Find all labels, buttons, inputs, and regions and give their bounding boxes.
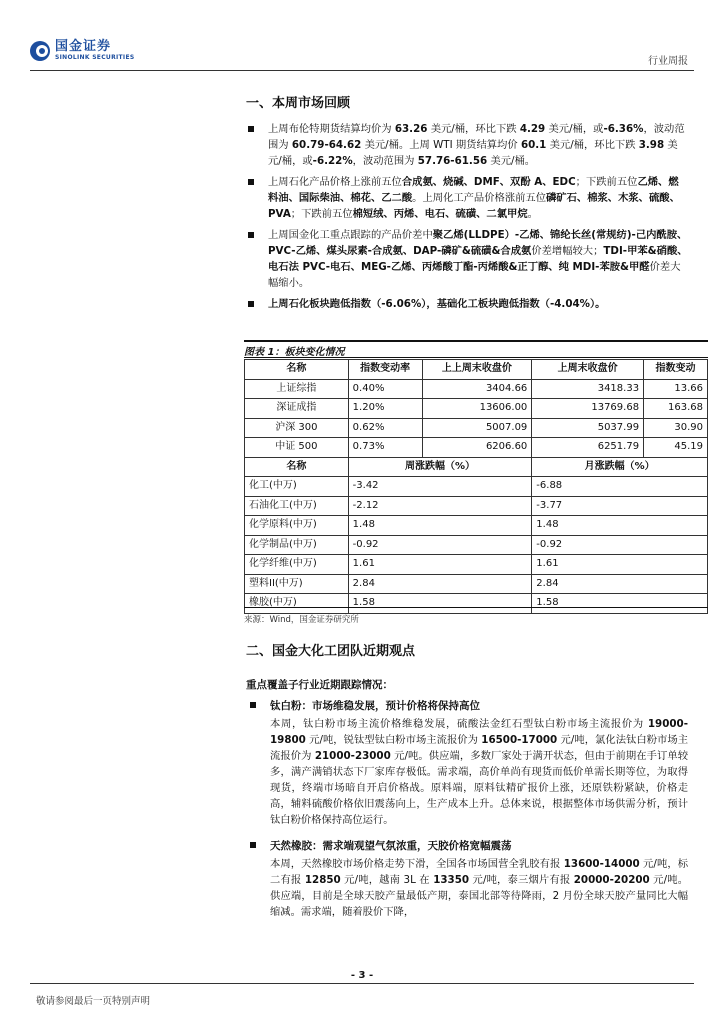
bullet-text-run: ；下跌前五位 (290, 208, 353, 220)
logo-icon (30, 41, 50, 61)
table-row (245, 399, 708, 419)
bullet-text-run: 3.98 (638, 139, 665, 151)
header-divider (30, 70, 694, 71)
item1-text-run: 本周，钛白粉市场主流价格维稳发展，硫酸法金红石型钛白粉市场主流报价为 (270, 718, 648, 730)
table-cell: -2.12 (348, 496, 532, 516)
logo-cn-text: 国金证券 (55, 39, 112, 54)
table-cell: 中证 500 (245, 438, 349, 458)
bullet-text-run: 美元/桶，或 (545, 123, 604, 135)
table-cell: -3.42 (348, 477, 532, 497)
item2-text-run: 13600-14000 (563, 858, 640, 870)
table-row (245, 360, 708, 380)
table-row (245, 516, 708, 536)
bullet-text-run: -6.36% (603, 123, 644, 135)
table-cell: 13.66 (644, 379, 708, 399)
bullet-text-run: 美元/桶，环比下跌 (427, 123, 520, 135)
footer-divider (30, 983, 694, 984)
bullet-text-run: 63.26 (394, 123, 428, 135)
table-cell: 塑料II(中万) (245, 574, 349, 594)
table-header-cell: 月涨跌幅（%） (532, 457, 708, 477)
table-cell: 6206.60 (422, 438, 532, 458)
item1-text-run: 元/吨。供应端，多数厂家处于满开状态，但由于前期在手订单较多，满产满销状态下厂家库存极低。需求端，高价单尚有现货而低价单需长期等位，为取得现货，终端市场暗自开启价格战。原料端，原料钛精矿报价上涨，还原铁粉紧缺，价格走高，辅料硫酸价格依旧震荡向上，生产成本上升。总体来说，根据整体市场供需分析，预计钛白粉价格保持高位运行。 (270, 750, 688, 826)
item2-text-run: 13350 (433, 874, 470, 886)
table-row (245, 594, 708, 614)
table-cell: 上证综指 (245, 379, 349, 399)
bullet-text-run: 美元/桶。上周 WTI 期货结算均价 (361, 139, 521, 151)
logo-en-text: SINOLINK SECURITIES (55, 54, 135, 61)
table-cell: 1.58 (532, 594, 708, 614)
table-cell: -3.77 (532, 496, 708, 516)
table-cell: 163.68 (644, 399, 708, 419)
table-cell: -0.92 (348, 535, 532, 555)
section1-bullet (244, 227, 688, 291)
table-cell: 13606.00 (422, 399, 532, 419)
bullet-text-run: 价差大幅缩小。 (268, 261, 681, 289)
table-cell: 5007.09 (422, 418, 532, 438)
source-divider (244, 607, 708, 608)
table-row (245, 555, 708, 575)
table1-title: 图表 1：板块变化情况 (244, 340, 708, 358)
table-row (245, 574, 708, 594)
table-cell: 0.73% (348, 438, 422, 458)
table-cell: 5037.99 (532, 418, 644, 438)
table1-source: 来源：Wind，国金证券研究所 (244, 615, 359, 625)
table-header-cell: 指数变动率 (348, 360, 422, 380)
table-cell: 沪深 300 (245, 418, 349, 438)
section1-bullet (244, 296, 688, 312)
table-header-cell: 周涨跌幅（%） (348, 457, 532, 477)
item2-text-run: 元/吨，泰三烟片有报 (469, 874, 574, 886)
bullet-text-run: 60.1 (520, 139, 547, 151)
table-header-cell: 上周末收盘价 (532, 360, 644, 380)
item1-text-run: 元/吨，锐钛型钛白粉市场主流报价为 (305, 734, 482, 746)
item1-text-run: 19000-19800 (270, 718, 688, 746)
table-cell: 1.58 (348, 594, 532, 614)
item2-text-run: 元/吨，标二有报 (270, 858, 688, 886)
report-type: 行业周报 (648, 56, 688, 67)
bullet-text-run: 美元/桶，或 (268, 139, 678, 167)
table-cell: 3418.33 (532, 379, 644, 399)
table-header-cell: 名称 (245, 360, 349, 380)
item1-text-run: 元/吨，氯化法钛白粉市场主流报价为 (270, 734, 688, 762)
table-cell: 化学制品(中万) (245, 535, 349, 555)
table-cell: 化学纤维(中万) (245, 555, 349, 575)
table-cell: 1.20% (348, 399, 422, 419)
item2-paragraph (270, 856, 688, 920)
table-row (245, 457, 708, 477)
table-cell: 0.40% (348, 379, 422, 399)
footer-disclaimer: 敬请参阅最后一页特别声明 (36, 996, 151, 1007)
bullet-text-run: 美元/桶，环比下跌 (546, 139, 639, 151)
bullet-text-run: 乙烯、燃料油、国际柴油、棉花、乙二酸 (268, 176, 679, 204)
bullet-text-run: 合成氨、烧碱、DMF、双酚 A、EDC (401, 176, 576, 188)
bullet-text-run: 。 (527, 208, 538, 220)
table-cell: 1.61 (532, 555, 708, 575)
table-row (245, 379, 708, 399)
item1-paragraph (270, 716, 688, 828)
table-row (245, 477, 708, 497)
bullet-text-run: 上周国金化工重点跟踪的产品价差中 (268, 229, 433, 241)
table-cell: 石油化工(中万) (245, 496, 349, 516)
item2-text-run: 元/吨，越南 3L 在 (340, 874, 434, 886)
bullet-text-run: 价差增幅较大； (531, 245, 604, 257)
table-row (245, 496, 708, 516)
table-cell: 6251.79 (532, 438, 644, 458)
section2-title: 二、国金大化工团队近期观点 (246, 644, 416, 659)
bullet-text-run: 上周石化板块跑低指数（-6.06%），基础化工板块跑低指数（-4.04%）。 (268, 298, 606, 310)
table-row (245, 418, 708, 438)
bullet-text-run: 棉短绒、丙烯、电石、硫磺、二氯甲烷 (352, 208, 528, 220)
table-row (245, 438, 708, 458)
page-number: - 3 - (350, 970, 374, 981)
table-cell: 化学原料(中万) (245, 516, 349, 536)
bullet-text-run: TDI-甲苯&硝酸、电石法 PVC-电石、MEG-乙烯、丙烯酸丁酯-丙烯酸&正丁醇、纯 MDI-苯胺&甲醛 (268, 245, 688, 273)
section1-bullet (244, 121, 688, 169)
item2-text-run: 元/吨。供应端，目前是全球天胶产量最低产期，泰国北部等待降雨，2 月份全球天胶产量同比大幅缩减。需求端，随着股价下降， (270, 874, 689, 918)
item2-text-run: 12850 (304, 874, 341, 886)
table-cell: 0.62% (348, 418, 422, 438)
table-cell: 1.48 (532, 516, 708, 536)
table-cell: 13769.68 (532, 399, 644, 419)
bullet-text-run: 聚乙烯(LLDPE）-乙烯、锦纶长丝(常规纺)-己内酰胺、PVC-乙烯、煤头尿素-合成氨、DAP-磷矿&硫磺&合成氨 (268, 229, 688, 257)
bullet-text-run: 。上周化工产品价格涨前五位 (412, 192, 547, 204)
table-cell: -6.88 (532, 477, 708, 497)
bullet-text-run: ；下跌前五位 (575, 176, 638, 188)
item1-text-run: 16500-17000 (481, 734, 558, 746)
table-header-cell: 名称 (245, 457, 349, 477)
table-cell: 45.19 (644, 438, 708, 458)
logo (30, 40, 134, 61)
table-header-cell: 上上周末收盘价 (422, 360, 532, 380)
bullet-text-run: 上周石化产品价格上涨前五位 (268, 176, 402, 188)
bullet-text-run: 60.79-64.62 (291, 139, 362, 151)
section1-title: 一、本周市场回顾 (246, 96, 351, 111)
bullet-text-run: 57.76-61.56 (417, 155, 488, 167)
table-cell: 1.61 (348, 555, 532, 575)
item2-text-run: 20000-20200 (573, 874, 650, 886)
section1-bullets (244, 121, 688, 317)
item1-heading: 钛白粉：市场维稳发展，预计价格将保持高位 (246, 698, 480, 713)
bullet-text-run: ，波动范围为 (352, 155, 418, 167)
bullet-text-run: -6.22% (312, 155, 353, 167)
bullet-text-run: 上周布伦特期货结算均价为 (268, 123, 395, 135)
table-cell: 2.84 (348, 574, 532, 594)
item2-text-run: 本周，天然橡胶市场价格走势下滑，全国各市场国营全乳胶有报 (270, 858, 564, 870)
table-cell: 3404.66 (422, 379, 532, 399)
section2-subtitle: 重点覆盖子行业近期跟踪情况： (246, 679, 393, 691)
table-cell: -0.92 (532, 535, 708, 555)
item1-text-run: 21000-23000 (314, 750, 391, 762)
table-cell: 深证成指 (245, 399, 349, 419)
bullet-text-run: 美元/桶。 (487, 155, 536, 167)
table-cell: 1.48 (348, 516, 532, 536)
item2-heading: 天然橡胶：需求端观望气氛浓重，天胶价格宽幅震荡 (246, 838, 512, 853)
table-cell: 橡胶(中万) (245, 594, 349, 614)
sector-change-table (244, 359, 708, 614)
bullet-text-run: 4.29 (519, 123, 546, 135)
bullet-text-run: 磷矿石、棉浆、木浆、硫酸、PVA (268, 192, 680, 220)
table-header-cell: 指数变动 (644, 360, 708, 380)
table-cell: 30.90 (644, 418, 708, 438)
table-cell: 化工(中万) (245, 477, 349, 497)
section1-bullet (244, 174, 688, 222)
table-row (245, 535, 708, 555)
bullet-text-run: ，波动范围为 (268, 123, 685, 151)
table-cell: 2.84 (532, 574, 708, 594)
